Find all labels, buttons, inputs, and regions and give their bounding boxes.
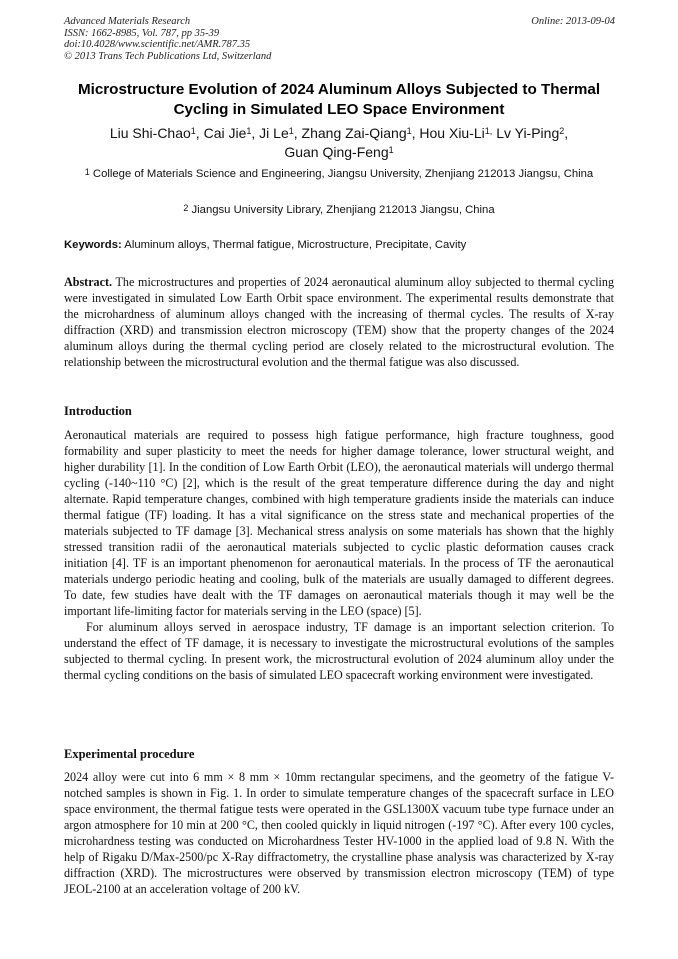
author-affiliation-mark: 1 [388, 145, 394, 155]
author-affiliation-mark: 1 [288, 126, 294, 136]
author-name: Zhang Zai-Qiang [301, 125, 407, 141]
abstract-label: Abstract. [64, 275, 113, 289]
publication-meta [64, 16, 271, 62]
author-list: Liu Shi-Chao$^1$, Cai Jie$^1$, Ji Le$^1$, Zhang Zai-Qiang$^1$, Hou Xiu-$Li^{1,}$ Lv Yi-Ping$^2$, Guan Qing-Feng$^1$ [109, 125, 569, 160]
author-affiliation-mark: 1 [246, 126, 252, 136]
author-name: Lv Yi-Ping [496, 125, 560, 141]
author-name: Liu Shi-Chao [109, 125, 191, 141]
doi-line: doi:10.4028/www.scientific.net/AMR.787.35 [64, 39, 251, 50]
author-affiliation-mark: 1 [190, 126, 196, 136]
author-name: Cai Jie [203, 125, 247, 141]
paragraph: Aeronautical materials are required to possess high fatigue performance, high fracture toughness, good formability and super plasticity to meet the needs for higher damage tolerance, lower structural weight, and higher durability [1]. In the condition of Low Earth Orbit (LEO), the aeronautical materials will undergo thermal cycling (-140~110 °C) [2], which is the result of the great temperature difference during the day and night alternate. Rapid temperature changes, combined with high temperature gradients inside the materials can induce thermal fatigue (TF) loading. It has a vital significance on the stress state and mechanical properties of the materials subjected to TF damage [3]. Mechanical stress analysis on some materials has shown that the highly stressed transition radii of the aeronautical materials subjected to cyclic plastic deformation causes crack initiation [4]. TF is an important phenomenon for aeronautical materials. In the process of TF the aeronautical materials undergo periodic heating and cooling, bulk of the materials are usually damaged to different degrees. To date, few studies have dealt with the TF damages on aeronautical materials though it may well be the important life-limiting factor for materials serving in the LEO (space) [5]. [64, 428, 614, 618]
affiliation-2 [64, 203, 614, 219]
experimental-body [64, 769, 614, 897]
keywords [64, 238, 616, 253]
abstract [64, 274, 614, 370]
issn-line: ISSN: 1662-8985, Vol. 787, pp 35-39 [64, 27, 220, 39]
keywords-text: Aluminum alloys, Thermal fatigue, Microstructure, Precipitate, Cavity [124, 239, 467, 251]
affiliation-text: Jiangsu University Library, Zhenjiang 212013 Jiangsu, China [191, 204, 495, 216]
section-heading-experimental: Experimental procedure [64, 747, 195, 761]
author-name: Hou Xiu-Li [419, 125, 485, 141]
section-heading-introduction: Introduction [64, 404, 132, 418]
affiliation-text: College of Materials Science and Engineering, Jiangsu University, Zhenjiang 212013 Jiangsu, China [92, 168, 594, 180]
author-affiliation-mark: 2 [559, 126, 565, 136]
affiliation-1 [64, 167, 614, 183]
introduction-body [64, 427, 614, 683]
keywords-label: Keywords: [64, 239, 122, 251]
affiliation-mark: 2 [183, 203, 189, 213]
copyright-line: © 2013 Trans Tech Publications Ltd, Switzerland [64, 50, 272, 62]
online-date: Online: 2013-09-04 [531, 16, 615, 27]
journal-name: Advanced Materials Research [64, 16, 191, 27]
author-affiliation-mark: 1 [484, 126, 490, 136]
author-name: Guan Qing-Feng [284, 144, 389, 160]
author-name: Ji Le [259, 125, 289, 141]
paragraph: 2024 alloy were cut into 6 mm × 8 mm × 10mm rectangular specimens, and the geometry of the fatigue V-notched samples is shown in Fig. 1. In order to simulate temperature changes of the spacecraft surface in LEO space environment, the thermal fatigue tests were operated in the GSL1300X vacuum tube type furnace under an argon atmosphere for 10 min at 200 °C, then cooled quickly in liquid nitrogen (-197 °C). After every 100 cycles, microhardness testing was conducted on Microhardness Tester HV-1000 in the applied load of 9.8 N. With the help of Rigaku D/Max-2500/pc X-Ray diffractometry, the crystalline phase analysis was characterized by X-ray diffraction (XRD). The microstructures were observed by transmission electron microscopy (TEM) of type JEOL-2100 at an acceleration voltage of 200 kV. [64, 770, 614, 896]
author-affiliation-mark: 1 [406, 126, 412, 136]
paragraph: For aluminum alloys served in aerospace industry, TF damage is an important selection criterion. To understand the effect of TF damage, it is necessary to investigate the microstructural evolutions of the samples subjected to thermal cycling. In present work, the microstructural evolution of 2024 aluminum alloy under the thermal cycling conditions on the basis of simulated LEO spacecraft working environment were investigated. [64, 620, 614, 682]
paper-title: Microstructure Evolution of 2024 Aluminum Alloys Subjected to Thermal Cycling in Simulated LEO Space Environment [77, 81, 601, 118]
abstract-text: The microstructures and properties of 2024 aeronautical aluminum alloy subjected to thermal cycling were investigated in simulated Low Earth Orbit space environment. The experimental results demonstrate that the microhardness of aluminum alloys changed with the increasing of thermal cycles. The results of X-ray diffraction (XRD) and transmission electron microscopy (TEM) show that the property changes of the 2024 aluminum alloys during the thermal cycling period are closely related to the microstructural evolution. The relationship between the microstructural evolution and the thermal fatigue was also discussed. [64, 275, 615, 369]
affiliation-mark: 1 [84, 167, 90, 177]
